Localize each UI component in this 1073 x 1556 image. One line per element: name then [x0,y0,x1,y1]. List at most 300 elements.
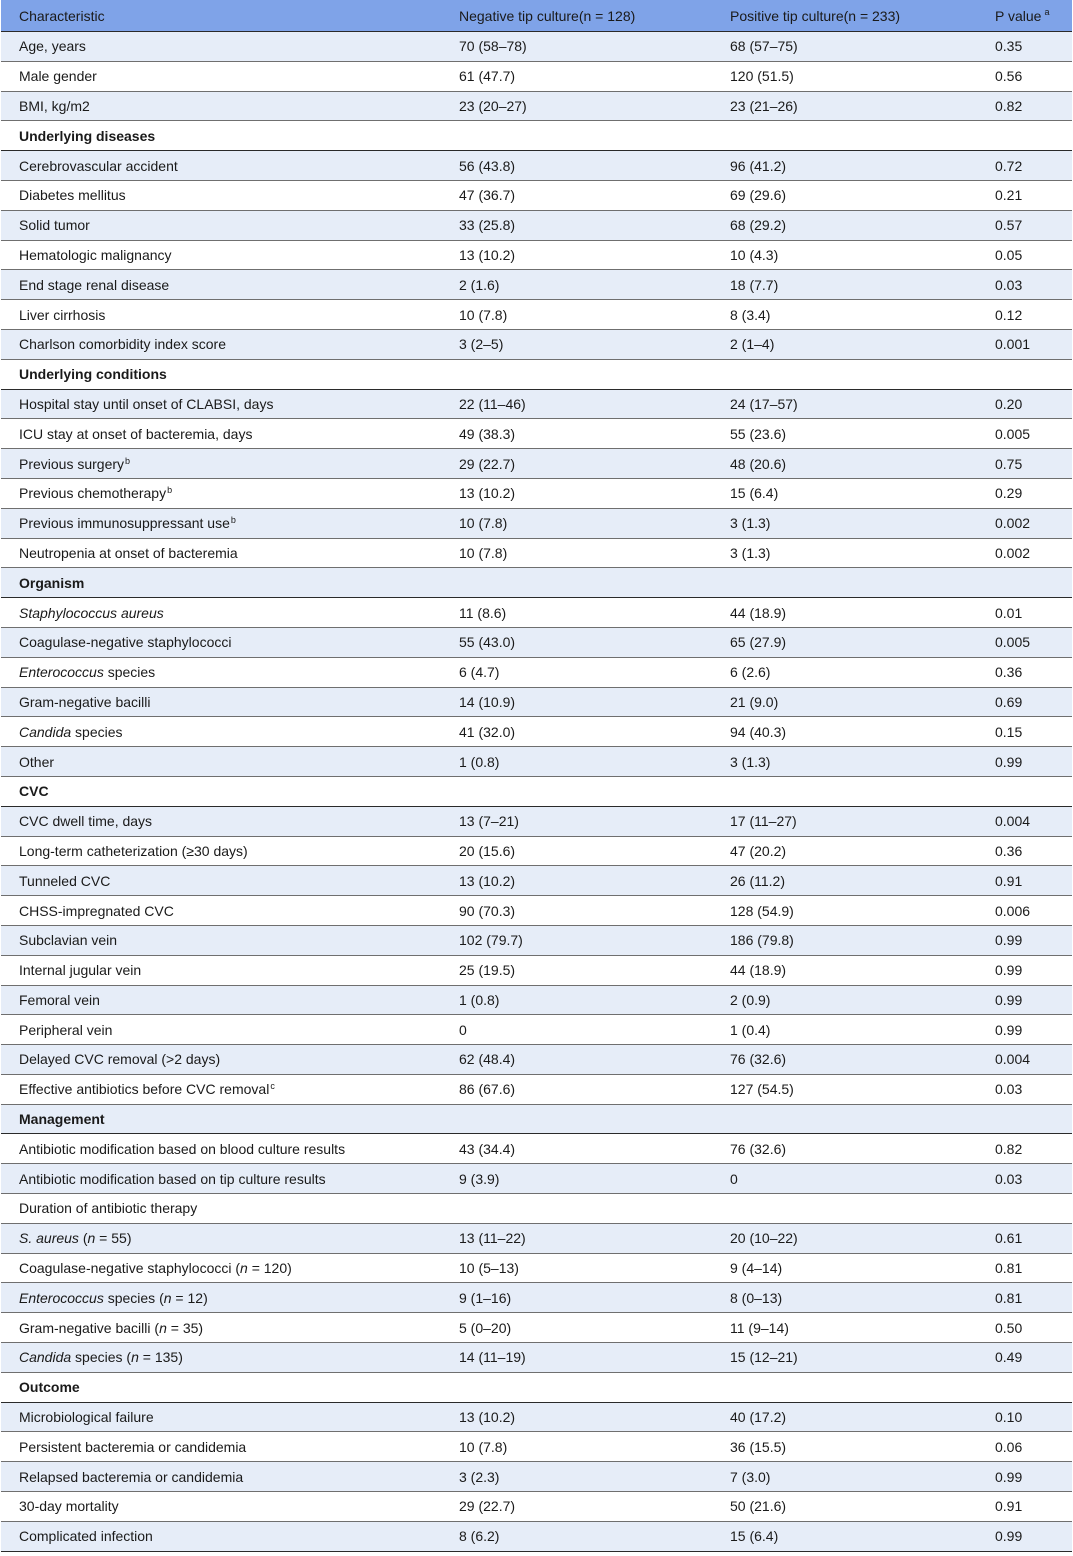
label-text: CHSS-impregnated CVC [19,902,174,919]
row-negative-value: 13 (10.2) [441,866,712,896]
label-text: End stage renal disease [19,276,170,293]
row-p-value: 0.12 [978,300,1072,330]
table-row [1,836,1072,866]
table-row [1,1164,1072,1194]
label-text: species [71,723,123,740]
row-positive-value: 3 (1.3) [712,538,978,568]
label-footnote: b [167,485,173,496]
table-row [1,1194,1072,1224]
label-text: CVC dwell time, days [19,813,153,830]
header-positive-tip-culture: Positive tip culture(n = 233) [712,0,978,32]
row-characteristic [1,866,441,896]
row-negative-value: 25 (19.5) [441,955,712,985]
label-text: Hospital stay until onset of CLABSI, days [19,395,274,412]
row-characteristic [1,329,441,359]
label-italic: S. aureus [19,1230,79,1247]
row-p-value: 0.006 [978,896,1072,926]
row-p-value: 0.81 [978,1283,1072,1313]
label-text: Other [19,753,55,770]
row-characteristic [1,717,441,747]
row-negative-value: 47 (36.7) [441,180,712,210]
label-italic: Staphylococcus aureus [19,604,164,621]
header-p-value [978,0,1072,32]
table-row [1,240,1072,270]
row-characteristic [1,1283,441,1313]
header-p-value-footnote: a [1044,7,1050,17]
label-text: Internal jugular vein [19,962,142,979]
row-p-value: 0.72 [978,151,1072,181]
table-row [1,1343,1072,1373]
row-characteristic [1,1402,441,1432]
row-positive-value: 128 (54.9) [712,896,978,926]
label-text: Previous surgery [19,455,125,472]
table-row [1,270,1072,300]
label-text: Effective antibiotics before CVC removal [19,1081,270,1098]
table-row [1,627,1072,657]
row-negative-value: 41 (32.0) [441,717,712,747]
row-p-value: 0.91 [978,866,1072,896]
label-text: Antibiotic modification based on blood culture results [19,1140,346,1157]
row-negative-value: 33 (25.8) [441,210,712,240]
row-negative-value: 20 (15.6) [441,836,712,866]
row-negative-value: 14 (11–19) [441,1343,712,1373]
row-p-value: 0.75 [978,449,1072,479]
row-negative-value: 9 (1–16) [441,1283,712,1313]
row-p-value: 0.82 [978,1134,1072,1164]
row-characteristic [1,1134,441,1164]
row-characteristic [1,180,441,210]
row-p-value: 0.20 [978,389,1072,419]
label-italic: Enterococcus [19,1289,104,1306]
section-label: Management [1,1104,1072,1134]
row-p-value: 0.49 [978,1343,1072,1373]
row-p-value: 0.57 [978,210,1072,240]
table-row [1,1074,1072,1104]
row-characteristic [1,955,441,985]
table-row [1,955,1072,985]
row-negative-value: 56 (43.8) [441,151,712,181]
row-positive-value [712,1194,978,1224]
row-negative-value: 102 (79.7) [441,925,712,955]
row-characteristic [1,1164,441,1194]
row-characteristic [1,240,441,270]
row-negative-value: 61 (47.7) [441,61,712,91]
label-text: Persistent bacteremia or candidemia [19,1438,247,1455]
table-row [1,1521,1072,1551]
row-negative-value: 13 (7–21) [441,806,712,836]
row-characteristic [1,300,441,330]
row-p-value: 0.91 [978,1492,1072,1522]
row-characteristic [1,836,441,866]
label-text: = 55) [95,1230,132,1247]
section-label: Underlying diseases [1,121,1072,151]
row-p-value: 0.99 [978,925,1072,955]
row-characteristic [1,687,441,717]
table-row [1,985,1072,1015]
row-characteristic [1,61,441,91]
row-negative-value: 14 (10.9) [441,687,712,717]
label-text: = 35) [166,1319,204,1336]
label-italic: Candida [19,1349,72,1366]
table-row [1,419,1072,449]
row-positive-value: 94 (40.3) [712,717,978,747]
label-text: Long-term catheterization (≥30 days) [19,842,248,859]
row-characteristic [1,627,441,657]
row-p-value: 0.56 [978,61,1072,91]
row-negative-value: 23 (20–27) [441,91,712,121]
row-negative-value: 29 (22.7) [441,449,712,479]
row-negative-value: 29 (22.7) [441,1492,712,1522]
table-row [1,896,1072,926]
row-p-value: 0.15 [978,717,1072,747]
label-n-italic: n [240,1260,248,1277]
row-characteristic [1,896,441,926]
row-positive-value: 120 (51.5) [712,61,978,91]
row-positive-value: 18 (7.7) [712,270,978,300]
row-negative-value: 1 (0.8) [441,985,712,1015]
label-text: Tunneled CVC [19,872,111,889]
row-characteristic [1,598,441,628]
row-p-value: 0.03 [978,270,1072,300]
label-n-italic: n [159,1319,167,1336]
row-characteristic [1,925,441,955]
row-characteristic [1,1074,441,1104]
section-header-row [1,121,1072,151]
label-text: Male gender [19,68,97,85]
table-row [1,1134,1072,1164]
header-characteristic: Characteristic [1,0,441,32]
label-footnote: b [125,455,131,466]
section-header-row [1,359,1072,389]
table-row [1,1492,1072,1522]
row-p-value: 0.82 [978,91,1072,121]
table-row [1,1045,1072,1075]
row-characteristic [1,1313,441,1343]
row-characteristic [1,1343,441,1373]
row-positive-value: 0 [712,1164,978,1194]
row-characteristic [1,32,441,62]
row-positive-value: 11 (9–14) [712,1313,978,1343]
row-characteristic [1,657,441,687]
row-characteristic [1,270,441,300]
table-row [1,1432,1072,1462]
table-row [1,180,1072,210]
row-negative-value: 3 (2.3) [441,1462,712,1492]
table-row [1,717,1072,747]
row-p-value: 0.99 [978,955,1072,985]
row-positive-value: 1 (0.4) [712,1015,978,1045]
row-positive-value: 48 (20.6) [712,449,978,479]
row-negative-value: 13 (11–22) [441,1223,712,1253]
row-p-value: 0.10 [978,1402,1072,1432]
label-text: Duration of antibiotic therapy [19,1200,198,1217]
row-negative-value: 43 (34.4) [441,1134,712,1164]
row-characteristic [1,1432,441,1462]
row-negative-value: 10 (7.8) [441,300,712,330]
row-negative-value: 22 (11–46) [441,389,712,419]
row-negative-value: 11 (8.6) [441,598,712,628]
section-label: Outcome [1,1372,1072,1402]
row-p-value [978,1194,1072,1224]
row-positive-value: 68 (57–75) [712,32,978,62]
table-row [1,449,1072,479]
row-positive-value: 3 (1.3) [712,508,978,538]
label-italic: Candida [19,723,72,740]
row-negative-value [441,1194,712,1224]
label-text: ( [78,1230,88,1247]
table-row [1,508,1072,538]
row-p-value: 0.50 [978,1313,1072,1343]
row-positive-value: 47 (20.2) [712,836,978,866]
row-characteristic [1,1223,441,1253]
row-positive-value: 44 (18.9) [712,598,978,628]
row-characteristic [1,478,441,508]
row-p-value: 0.05 [978,240,1072,270]
header-row [1,0,1072,32]
row-negative-value: 13 (10.2) [441,240,712,270]
header-p-value-label: P value [995,8,1042,24]
table-row [1,32,1072,62]
row-positive-value: 21 (9.0) [712,687,978,717]
row-characteristic [1,419,441,449]
row-p-value: 0.004 [978,1045,1072,1075]
row-p-value: 0.99 [978,1462,1072,1492]
row-positive-value: 44 (18.9) [712,955,978,985]
row-characteristic [1,538,441,568]
label-text: 30-day mortality [19,1498,119,1515]
row-positive-value: 6 (2.6) [712,657,978,687]
label-text: = 12) [171,1289,208,1306]
row-positive-value: 17 (11–27) [712,806,978,836]
row-positive-value: 36 (15.5) [712,1432,978,1462]
row-characteristic [1,1194,441,1224]
row-positive-value: 76 (32.6) [712,1134,978,1164]
row-p-value: 0.35 [978,32,1072,62]
label-italic: Enterococcus [19,664,104,681]
row-positive-value: 2 (0.9) [712,985,978,1015]
label-text: Femoral vein [19,991,100,1008]
row-positive-value: 186 (79.8) [712,925,978,955]
row-negative-value: 86 (67.6) [441,1074,712,1104]
row-p-value: 0.002 [978,508,1072,538]
label-text: Age, years [19,38,86,55]
row-characteristic [1,1521,441,1551]
row-positive-value: 76 (32.6) [712,1045,978,1075]
row-characteristic [1,508,441,538]
row-p-value: 0.99 [978,1015,1072,1045]
row-negative-value: 5 (0–20) [441,1313,712,1343]
row-positive-value: 9 (4–14) [712,1253,978,1283]
label-text: species ( [103,1289,164,1306]
row-negative-value: 10 (5–13) [441,1253,712,1283]
row-negative-value: 3 (2–5) [441,329,712,359]
label-text: Coagulase-negative staphylococci ( [19,1260,241,1277]
table-row [1,1313,1072,1343]
table-row [1,478,1072,508]
table-row [1,329,1072,359]
row-negative-value: 62 (48.4) [441,1045,712,1075]
row-p-value: 0.99 [978,985,1072,1015]
row-negative-value: 1 (0.8) [441,747,712,777]
section-label: Organism [1,568,1072,598]
label-text: species [103,664,156,681]
label-text: species ( [71,1349,132,1366]
row-p-value: 0.29 [978,478,1072,508]
table-row [1,210,1072,240]
table-row [1,151,1072,181]
label-text: Subclavian vein [19,932,118,949]
table-row [1,1283,1072,1313]
table-row [1,806,1072,836]
row-positive-value: 8 (0–13) [712,1283,978,1313]
label-n-italic: n [131,1349,139,1366]
table-row [1,91,1072,121]
row-positive-value: 40 (17.2) [712,1402,978,1432]
row-p-value: 0.004 [978,806,1072,836]
section-header-row [1,776,1072,806]
section-header-row [1,1104,1072,1134]
label-text: Neutropenia at onset of bacteremia [19,544,238,561]
row-positive-value: 7 (3.0) [712,1462,978,1492]
label-text: Complicated infection [19,1528,153,1545]
header-negative-tip-culture: Negative tip culture(n = 128) [441,0,712,32]
label-text: Coagulase-negative staphylococci [19,634,232,651]
label-text: Gram-negative bacilli [19,693,151,710]
row-characteristic [1,1462,441,1492]
row-negative-value: 10 (7.8) [441,1432,712,1462]
section-header-row [1,1372,1072,1402]
row-positive-value: 20 (10–22) [712,1223,978,1253]
label-text: Previous chemotherapy [19,485,167,502]
row-positive-value: 96 (41.2) [712,151,978,181]
row-negative-value: 55 (43.0) [441,627,712,657]
row-positive-value: 50 (21.6) [712,1492,978,1522]
row-negative-value: 10 (7.8) [441,508,712,538]
row-positive-value: 68 (29.2) [712,210,978,240]
row-positive-value: 15 (12–21) [712,1343,978,1373]
row-negative-value: 13 (10.2) [441,1402,712,1432]
row-negative-value: 8 (6.2) [441,1521,712,1551]
row-characteristic [1,210,441,240]
row-p-value: 0.005 [978,419,1072,449]
row-p-value: 0.81 [978,1253,1072,1283]
row-positive-value: 2 (1–4) [712,329,978,359]
row-positive-value: 15 (6.4) [712,1521,978,1551]
row-characteristic [1,151,441,181]
row-p-value: 0.36 [978,836,1072,866]
table-row [1,1402,1072,1432]
row-characteristic [1,1492,441,1522]
row-negative-value: 70 (58–78) [441,32,712,62]
row-characteristic [1,747,441,777]
row-characteristic [1,806,441,836]
row-positive-value: 23 (21–26) [712,91,978,121]
row-characteristic [1,389,441,419]
label-text: Delayed CVC removal (>2 days) [19,1051,221,1068]
row-p-value: 0.01 [978,598,1072,628]
row-p-value: 0.61 [978,1223,1072,1253]
label-n-italic: n [163,1289,172,1306]
label-footnote: c [270,1081,275,1092]
table-row [1,687,1072,717]
row-p-value: 0.06 [978,1432,1072,1462]
table-row [1,1015,1072,1045]
row-p-value: 0.03 [978,1074,1072,1104]
row-negative-value: 13 (10.2) [441,478,712,508]
table-row [1,657,1072,687]
label-text: Microbiological failure [19,1409,154,1426]
row-p-value: 0.69 [978,687,1072,717]
table-row [1,1462,1072,1492]
row-negative-value: 90 (70.3) [441,896,712,926]
row-positive-value: 26 (11.2) [712,866,978,896]
label-text: Liver cirrhosis [19,306,106,323]
label-text: Relapsed bacteremia or candidemia [19,1468,244,1485]
table-row [1,389,1072,419]
table-row [1,866,1072,896]
label-text: = 120) [247,1260,292,1277]
table-row [1,61,1072,91]
label-text: Charlson comorbidity index score [19,336,226,353]
table-row [1,1253,1072,1283]
row-p-value: 0.36 [978,657,1072,687]
row-p-value: 0.03 [978,1164,1072,1194]
row-characteristic [1,1045,441,1075]
label-n-italic: n [87,1230,96,1247]
row-characteristic [1,91,441,121]
label-footnote: b [230,515,236,526]
label-text: = 135) [138,1349,183,1366]
row-characteristic [1,985,441,1015]
row-p-value: 0.002 [978,538,1072,568]
row-characteristic [1,449,441,479]
table-row [1,538,1072,568]
row-positive-value: 10 (4.3) [712,240,978,270]
table-row [1,747,1072,777]
section-label: Underlying conditions [1,359,1072,389]
table-body [1,32,1072,1552]
label-text: BMI, kg/m2 [19,97,90,114]
label-text: Cerebrovascular accident [19,157,178,174]
row-p-value: 0.99 [978,1521,1072,1551]
section-label: CVC [1,776,1072,806]
row-positive-value: 127 (54.5) [712,1074,978,1104]
row-negative-value: 9 (3.9) [441,1164,712,1194]
label-text: Gram-negative bacilli ( [19,1319,160,1336]
label-text: ICU stay at onset of bacteremia, days [19,425,253,442]
row-p-value: 0.001 [978,329,1072,359]
label-text: Peripheral vein [19,1021,113,1038]
row-negative-value: 49 (38.3) [441,419,712,449]
section-header-row [1,568,1072,598]
label-text: Solid tumor [19,217,90,234]
label-text: Previous immunosuppressant use [19,515,230,532]
label-text: Diabetes mellitus [19,187,126,204]
row-p-value: 0.99 [978,747,1072,777]
row-negative-value: 0 [441,1015,712,1045]
data-table [1,0,1072,1552]
row-p-value: 0.005 [978,627,1072,657]
label-text: Hematologic malignancy [19,246,172,263]
row-positive-value: 65 (27.9) [712,627,978,657]
table-row [1,1223,1072,1253]
row-p-value: 0.21 [978,180,1072,210]
row-positive-value: 8 (3.4) [712,300,978,330]
row-positive-value: 24 (17–57) [712,389,978,419]
row-characteristic [1,1253,441,1283]
row-negative-value: 10 (7.8) [441,538,712,568]
row-positive-value: 69 (29.6) [712,180,978,210]
